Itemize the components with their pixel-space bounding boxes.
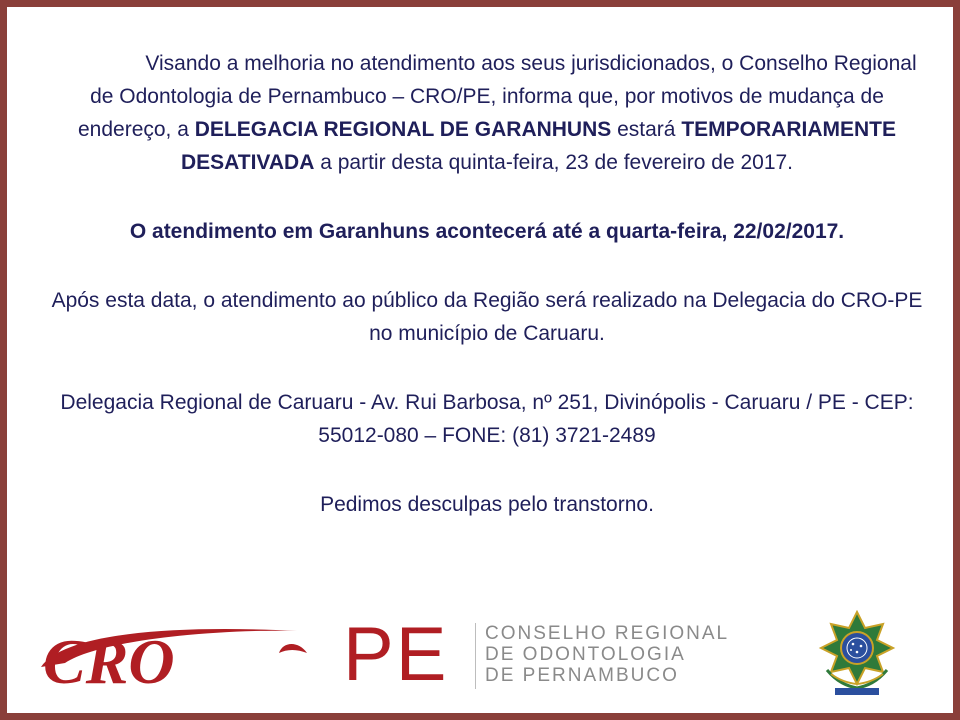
logo-divider (475, 623, 476, 689)
notice-delegacia-name: DELEGACIA REGIONAL DE GARANHUNS (194, 118, 612, 141)
notice-paragraph-relocation: Após esta data, o atendimento ao público da Região será realizado na Delegacia do CRO-PE no município de Caruaru. (51, 289, 923, 345)
notice-intro-text-3: a partir desta quinta-feira, 23 de fevereiro de 2017. (314, 151, 794, 174)
council-line-3: DE PERNAMBUCO (485, 665, 679, 686)
notice-paragraph-intro (47, 47, 927, 179)
notice-intro-text-2: estará (611, 118, 682, 141)
pe-logo-text: PE (343, 612, 449, 697)
footer-logos (35, 612, 945, 697)
notice-body (47, 47, 927, 521)
council-name (485, 623, 729, 686)
council-line-2: DE ODONTOLOGIA (485, 644, 686, 665)
notice-paragraph-deadline: O atendimento em Garanhuns acontecerá até a quarta-feira, 22/02/2017. (129, 220, 845, 243)
notice-paragraph-apology: Pedimos desculpas pelo transtorno. (320, 493, 654, 516)
notice-paragraph-address: Delegacia Regional de Caruaru - Av. Rui Barbosa, nº 251, Divinópolis - Caruaru / PE - CEP: 55012-080 – FONE: (81) 3721-2489 (60, 391, 914, 447)
brazil-coat-of-arms-icon (817, 610, 897, 698)
notice-intro-text: Visando a melhoria no atendimento aos seus jurisdicionados, o Conselho Regional de Odontologia de Pernambuco – CRO/PE, informa que, por motivos de mudança de endereço, a (77, 52, 917, 141)
cro-logo-text: CRO (43, 626, 175, 691)
notice-deactivated: TEMPORARIAMENTE DESATIVADA (180, 118, 896, 174)
cro-logo (35, 623, 317, 691)
council-line-1: CONSELHO REGIONAL (485, 623, 730, 644)
